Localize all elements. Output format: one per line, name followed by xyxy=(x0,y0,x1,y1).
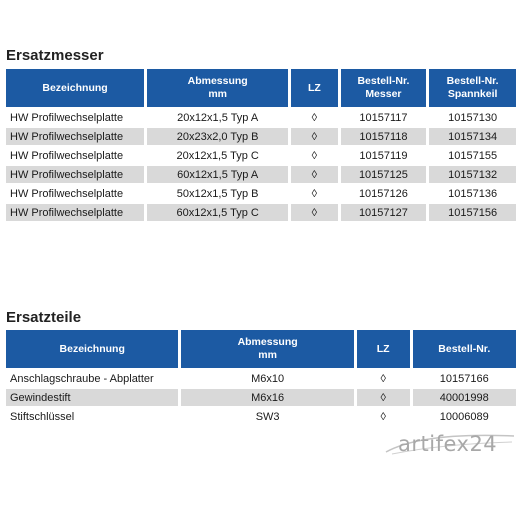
cell-bestellnr-messer: 10157127 xyxy=(341,204,427,221)
header-bezeichnung: Bezeichnung xyxy=(6,330,178,368)
cell-bezeichnung: Gewindestift xyxy=(6,389,178,406)
cell-bezeichnung: HW Profilwechselplatte xyxy=(6,204,144,221)
cell-bestellnr-messer: 10157117 xyxy=(359,111,408,124)
cell-abmessung: 20x12x1,5 Typ A xyxy=(177,111,259,124)
header-abmessung: Abmessung mm xyxy=(147,69,288,107)
cell-bestellnr-messer: 10157126 xyxy=(358,187,408,200)
table-row xyxy=(6,128,516,145)
cell-bestellnr-spannkeil: 10157136 xyxy=(448,187,498,200)
cell-bestellnr-spannkeil: 10157155 xyxy=(448,149,498,162)
ersatzmesser-title: Ersatzmesser xyxy=(6,47,104,64)
cell-bezeichnung: Anschlagschraube - Abplatter xyxy=(10,372,154,385)
header-bestellnr: Bestell-Nr. xyxy=(413,330,516,368)
cell-bestellnr-messer: 10157125 xyxy=(341,166,427,183)
cell-lz: ◊ xyxy=(291,166,337,183)
header-bestellnr-spannkeil: Bestell-Nr. Spannkeil xyxy=(429,69,516,107)
cell-bestellnr-spannkeil: 10157134 xyxy=(429,128,516,145)
table-row xyxy=(6,204,516,221)
cell-abmessung: 60x12x1,5 Typ C xyxy=(147,204,288,221)
cell-lz: ◊ xyxy=(291,128,337,145)
cell-bestellnr-spannkeil: 10157132 xyxy=(429,166,516,183)
header-bezeichnung: Bezeichnung xyxy=(6,69,144,107)
cell-abmessung: M6x10 xyxy=(251,372,285,385)
cell-bestellnr-spannkeil: 10157156 xyxy=(429,204,516,221)
table-row xyxy=(6,185,516,202)
cell-bestellnr: 10157166 xyxy=(439,372,489,385)
cell-lz: ◊ xyxy=(311,111,318,124)
cell-lz: ◊ xyxy=(291,204,337,221)
header-lz: LZ xyxy=(291,69,337,107)
table-row xyxy=(6,147,516,164)
cell-abmessung: 60x12x1,5 Typ A xyxy=(147,166,288,183)
cell-lz: ◊ xyxy=(311,149,318,162)
cell-lz: ◊ xyxy=(380,372,386,385)
cell-abmessung: SW3 xyxy=(255,410,280,423)
cell-bezeichnung: HW Profilwechselplatte xyxy=(6,128,144,145)
cell-bezeichnung: HW Profilwechselplatte xyxy=(10,111,124,124)
cell-bezeichnung: HW Profilwechselplatte xyxy=(10,149,124,162)
cell-abmessung: M6x16 xyxy=(181,389,353,406)
cell-abmessung: 20x12x1,5 Typ C xyxy=(176,149,259,162)
watermark-text: artifex24 xyxy=(398,432,498,456)
ersatzmesser-table xyxy=(3,67,519,223)
cell-lz: ◊ xyxy=(311,187,318,200)
cell-bezeichnung: HW Profilwechselplatte xyxy=(6,166,144,183)
cell-lz: ◊ xyxy=(380,410,386,423)
cell-bestellnr: 10006089 xyxy=(439,410,489,423)
header-bestellnr-messer: Bestell-Nr. Messer xyxy=(341,69,427,107)
cell-abmessung: 50x12x1,5 Typ B xyxy=(176,187,259,200)
cell-bestellnr-spannkeil: 10157130 xyxy=(448,111,498,124)
table-row xyxy=(6,109,516,126)
cell-abmessung: 20x23x2,0 Typ B xyxy=(147,128,288,145)
ersatzteile-table xyxy=(3,328,519,427)
header-lz: LZ xyxy=(357,330,410,368)
cell-bezeichnung: Stiftschlüssel xyxy=(10,410,75,423)
table-row xyxy=(6,370,516,387)
cell-bestellnr-messer: 10157118 xyxy=(341,128,427,145)
cell-bestellnr-messer: 10157119 xyxy=(359,149,408,162)
cell-bestellnr: 40001998 xyxy=(413,389,516,406)
ersatzteile-title: Ersatzteile xyxy=(6,309,82,326)
cell-lz: ◊ xyxy=(357,389,410,406)
cell-bezeichnung: HW Profilwechselplatte xyxy=(10,187,124,200)
header-abmessung: Abmessung mm xyxy=(181,330,353,368)
table-row xyxy=(6,408,516,425)
table-row xyxy=(6,389,516,406)
artifex24-watermark xyxy=(382,430,518,458)
table-row xyxy=(6,166,516,183)
